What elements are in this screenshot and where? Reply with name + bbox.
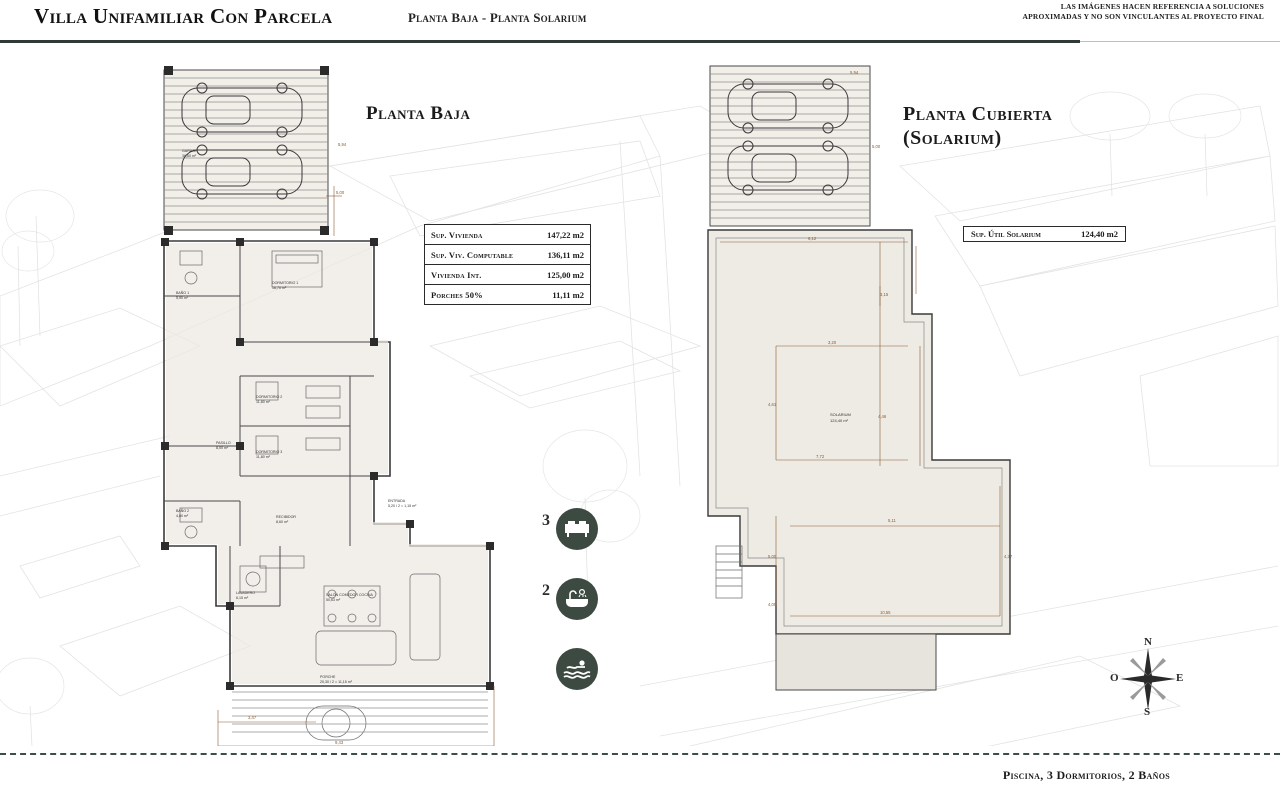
solarium-plan-drawing: [680, 46, 1160, 746]
svg-text:ENTRADA: ENTRADA: [388, 499, 406, 503]
ground-floor-plan-drawing: [120, 46, 540, 746]
areas-value: 11,11 m2: [552, 289, 584, 300]
areas-row: [425, 245, 590, 265]
svg-text:DORMITORIO 1: DORMITORIO 1: [272, 281, 299, 285]
svg-text:DORMITORIO 2: DORMITORIO 2: [256, 395, 283, 399]
porch-pergola: [232, 692, 488, 732]
svg-text:4,61: 4,61: [768, 402, 777, 407]
svg-text:3,20: 3,20: [828, 340, 837, 345]
compass-south-label: S: [1144, 706, 1151, 718]
solarium-room-label: [830, 412, 851, 423]
page-title: Villa Unifamiliar Con Parcela: [34, 4, 333, 28]
disclaimer-line-1: LAS IMÁGENES HACEN REFERENCIA A SOLUCIONES: [1060, 2, 1264, 11]
solarium-outline: [708, 230, 1010, 634]
svg-text:BAÑO 2: BAÑO 2: [176, 509, 190, 513]
svg-text:11,80 m²: 11,80 m²: [256, 455, 270, 459]
compass-north-label: N: [1144, 636, 1152, 648]
bathtub-icon-svg: [564, 588, 590, 610]
solarium-stair: [716, 546, 742, 598]
areas-value: 147,22 m2: [547, 229, 584, 240]
swimmer-pool-icon-svg: [563, 659, 591, 679]
feature-count: 3: [542, 512, 550, 529]
svg-text:124,40 m²: 124,40 m²: [830, 418, 849, 423]
svg-text:20,30 / 2 = 11,15 m²: 20,30 / 2 = 11,15 m²: [320, 680, 352, 684]
compass-rose: [1108, 636, 1188, 722]
areas-row: [425, 225, 590, 245]
svg-text:5,94: 5,94: [850, 70, 859, 75]
footer-divider: [0, 753, 1280, 755]
feature-bathrooms: [542, 578, 596, 626]
svg-text:8,00 m²: 8,00 m²: [216, 446, 229, 450]
svg-text:5,00: 5,00: [336, 190, 345, 195]
svg-text:4,80 m²: 4,80 m²: [176, 514, 189, 518]
disclaimer-line-2: APROXIMADAS Y NO SON VINCULANTES AL PROYECTO FINAL: [1022, 12, 1264, 21]
svg-text:3,47: 3,47: [248, 715, 257, 720]
svg-text:5,90 m²: 5,90 m²: [176, 296, 189, 300]
svg-text:3,15: 3,15: [880, 292, 889, 297]
svg-text:5,00: 5,00: [872, 144, 881, 149]
svg-text:8,60 m²: 8,60 m²: [276, 520, 289, 524]
bed-icon: [556, 508, 598, 550]
svg-text:16,70 m²: 16,70 m²: [272, 286, 287, 290]
svg-text:5,20 / 2 = 1,15 m²: 5,20 / 2 = 1,15 m²: [388, 504, 417, 508]
svg-text:SOLARIUM: SOLARIUM: [830, 412, 851, 417]
compass-west-label: O: [1110, 672, 1119, 684]
areas-row: [425, 285, 590, 304]
bathtub-icon: [556, 578, 598, 620]
areas-table: [424, 224, 591, 305]
areas-key: Porches 50%: [431, 289, 483, 300]
bed-icon-svg: [564, 519, 590, 539]
svg-text:4,05: 4,05: [768, 602, 777, 607]
page-subtitle: Planta Baja - Planta Solarium: [408, 10, 587, 25]
header-rule-light: [1080, 41, 1280, 42]
svg-text:5,11: 5,11: [888, 518, 896, 523]
svg-text:5,00: 5,00: [768, 554, 777, 559]
svg-text:4,37: 4,37: [1004, 554, 1013, 559]
areas-value: 136,11 m2: [547, 249, 584, 260]
compass-needle-icon: [1108, 636, 1188, 722]
svg-text:10,55: 10,55: [880, 610, 891, 615]
room-area-garaje: 36,60 m²: [182, 154, 197, 158]
page-header: [0, 0, 1280, 44]
feature-bedrooms: [542, 508, 596, 556]
solarium-area-box: [963, 226, 1126, 242]
svg-text:50,63 m²: 50,63 m²: [326, 598, 341, 602]
solarium-lower-extension: [776, 634, 936, 690]
svg-text:11,80 m²: 11,80 m²: [256, 400, 270, 404]
svg-text:DORMITORIO 3: DORMITORIO 3: [256, 450, 283, 454]
footer-summary: Piscina, 3 Dormitorios, 2 Baños: [1002, 768, 1170, 782]
solarium-area-value: 124,40 m2: [1081, 229, 1118, 239]
svg-text:4,46: 4,46: [878, 414, 887, 419]
svg-text:PASILLO: PASILLO: [216, 441, 231, 445]
areas-key: Sup. Vivienda: [431, 229, 483, 240]
areas-key: Vivienda Int.: [431, 269, 482, 280]
swimmer-pool-icon: [556, 648, 598, 690]
garage-block: [164, 66, 329, 235]
header-rule: [0, 40, 1080, 43]
svg-text:LAVADERO: LAVADERO: [236, 591, 256, 595]
svg-text:6,15 m²: 6,15 m²: [236, 596, 249, 600]
areas-row: [425, 265, 590, 285]
solarium-area-key: Sup. Útil Solarium: [971, 229, 1041, 239]
plan-label-solarium-line1: Planta Cubierta: [903, 103, 1053, 125]
feature-pool: [548, 648, 596, 696]
svg-text:BAÑO 1: BAÑO 1: [176, 291, 190, 295]
svg-text:5,94: 5,94: [338, 142, 347, 147]
svg-text:6,12: 6,12: [808, 236, 817, 241]
svg-text:SALÓN COMEDOR COCINA: SALÓN COMEDOR COCINA: [326, 593, 373, 597]
feature-count: 2: [542, 582, 550, 599]
svg-text:RECIBIDOR: RECIBIDOR: [276, 515, 296, 519]
svg-text:9,43: 9,43: [335, 740, 344, 745]
plan-label-ground-floor: Planta Baja: [366, 103, 471, 124]
areas-value: 125,00 m2: [547, 269, 584, 280]
disclaimer-text: [994, 2, 1264, 22]
plan-label-solarium-line2: (Solarium): [903, 127, 1002, 149]
areas-key: Sup. Viv. Computable: [431, 249, 514, 260]
svg-text:PORCHE: PORCHE: [320, 675, 336, 679]
room-label-garaje: GARAJE: [182, 149, 197, 153]
compass-east-label: E: [1176, 672, 1184, 684]
solarium-garage-block: [710, 66, 870, 226]
svg-text:7,72: 7,72: [816, 454, 825, 459]
